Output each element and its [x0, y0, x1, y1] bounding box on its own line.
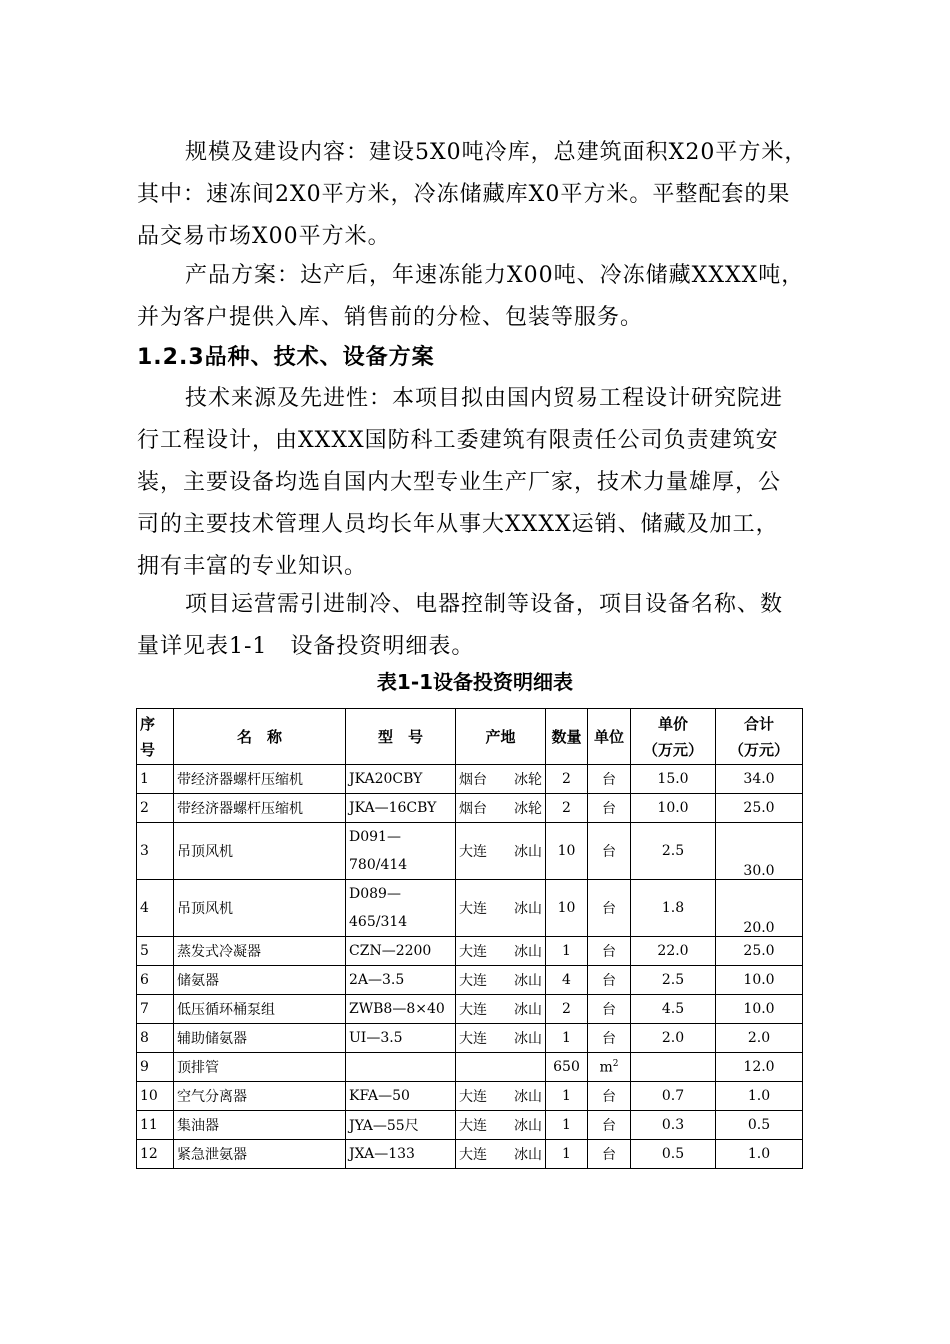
text-line: 司的主要技术管理人员均长年从事大XXXX运销、储藏及加工，: [137, 512, 779, 537]
cell-origin: 大连 冰山: [456, 966, 546, 995]
table-row: [137, 995, 803, 1024]
cell-model: JYA—55尺: [346, 1111, 456, 1140]
cell-qty: 1: [546, 1082, 588, 1111]
cell-total: 12.0: [716, 1053, 803, 1082]
cell-qty: 1: [546, 937, 588, 966]
table-row: [137, 1082, 803, 1111]
cell-model: JXA—133: [346, 1140, 456, 1169]
cell-unit: 台: [588, 995, 631, 1024]
header-model: 型 号: [346, 709, 456, 765]
cell-unit: $m^2$: [588, 1053, 631, 1082]
header-unit: 单位: [588, 709, 631, 765]
cell-qty: 1: [546, 1111, 588, 1140]
header-price: 单价 （万元）: [631, 709, 716, 765]
cell-no: 2: [137, 794, 174, 823]
table-caption: 表1-1设备投资明细表: [376, 670, 574, 694]
cell-unit: 台: [588, 966, 631, 995]
cell-origin: 大连 冰山: [456, 995, 546, 1024]
cell-qty: 4: [546, 966, 588, 995]
table-row: [137, 1024, 803, 1053]
cell-qty: 650: [546, 1053, 588, 1082]
table-row: [137, 880, 803, 937]
cell-qty: 10: [546, 880, 588, 937]
paragraph-tech: [137, 378, 817, 588]
cell-name: 储氨器: [174, 966, 346, 995]
text-line: 拥有丰富的专业知识。: [137, 554, 368, 579]
cell-name: 集油器: [174, 1111, 346, 1140]
text-line: 并为客户提供入库、销售前的分检、包装等服务。: [137, 305, 644, 330]
cell-total: 25.0: [716, 794, 803, 823]
cell-no: 6: [137, 966, 174, 995]
cell-no: 7: [137, 995, 174, 1024]
cell-model: JKA20CBY: [346, 765, 456, 794]
cell-no: 9: [137, 1053, 174, 1082]
cell-unit: 台: [588, 823, 631, 880]
cell-model: CZN—2200: [346, 937, 456, 966]
text-line: 品交易市场X00平方米。: [137, 224, 391, 249]
cell-model: UI—3.5: [346, 1024, 456, 1053]
cell-price: 2.5: [631, 966, 716, 995]
text-line: 项目运营需引进制冷、电器控制等设备，项目设备名称、数: [185, 592, 784, 617]
text-line: 其中：速冻间2X0平方米，冷冻储藏库X0平方米。平整配套的果: [137, 182, 791, 207]
cell-origin: 大连 冰山: [456, 880, 546, 937]
cell-price: 1.8: [631, 880, 716, 937]
table-body: [137, 765, 803, 1169]
cell-model: 2A—3.5: [346, 966, 456, 995]
cell-qty: 1: [546, 1140, 588, 1169]
header-no: 序 号: [137, 709, 174, 765]
header-origin: 产地: [456, 709, 546, 765]
cell-no: 5: [137, 937, 174, 966]
cell-name: 低压循环桶泵组: [174, 995, 346, 1024]
cell-model: ZWB8—8×40: [346, 995, 456, 1024]
cell-origin: [456, 1053, 546, 1082]
cell-price: 2.0: [631, 1024, 716, 1053]
header-qty: 数量: [546, 709, 588, 765]
cell-model: [346, 1053, 456, 1082]
cell-total: 20.0: [716, 880, 803, 937]
cell-name: 紧急泄氨器: [174, 1140, 346, 1169]
table-row: [137, 937, 803, 966]
cell-name: 吊顶风机: [174, 880, 346, 937]
cell-model: D089— 465/314: [346, 880, 456, 937]
cell-no: 8: [137, 1024, 174, 1053]
cell-unit: 台: [588, 880, 631, 937]
cell-price: 22.0: [631, 937, 716, 966]
cell-total: 1.0: [716, 1082, 803, 1111]
text-line: 量详见表1-1 设备投资明细表。: [137, 634, 475, 659]
cell-model: KFA—50: [346, 1082, 456, 1111]
cell-price: 0.5: [631, 1140, 716, 1169]
paragraph-scale: [137, 132, 817, 258]
cell-total: 0.5: [716, 1111, 803, 1140]
cell-origin: 大连 冰山: [456, 937, 546, 966]
cell-total: 2.0: [716, 1024, 803, 1053]
cell-name: 吊顶风机: [174, 823, 346, 880]
text-line: 产品方案：达产后，年速冻能力X00吨、冷冻储藏XXXX吨，: [185, 263, 805, 288]
cell-name: 空气分离器: [174, 1082, 346, 1111]
cell-name: 带经济器螺杆压缩机: [174, 765, 346, 794]
table-row: [137, 765, 803, 794]
cell-qty: 10: [546, 823, 588, 880]
cell-unit: 台: [588, 765, 631, 794]
cell-total: 25.0: [716, 937, 803, 966]
table-row: [137, 966, 803, 995]
table-row: [137, 794, 803, 823]
text-line: 行工程设计，由XXXX国防科工委建筑有限责任公司负责建筑安: [137, 428, 779, 453]
cell-model: JKA—16CBY: [346, 794, 456, 823]
cell-price: 0.7: [631, 1082, 716, 1111]
cell-price: 2.5: [631, 823, 716, 880]
cell-origin: 大连 冰山: [456, 1140, 546, 1169]
cell-price: 0.3: [631, 1111, 716, 1140]
cell-price: [631, 1053, 716, 1082]
text-line: 技术来源及先进性：本项目拟由国内贸易工程设计研究院进: [185, 386, 784, 411]
cell-qty: 1: [546, 1024, 588, 1053]
table-row: [137, 823, 803, 880]
cell-unit: 台: [588, 794, 631, 823]
cell-name: 蒸发式冷凝器: [174, 937, 346, 966]
cell-origin: 大连 冰山: [456, 823, 546, 880]
cell-price: 10.0: [631, 794, 716, 823]
cell-origin: 大连 冰山: [456, 1024, 546, 1053]
cell-no: 1: [137, 765, 174, 794]
paragraph-equipment: [137, 584, 817, 668]
cell-price: 4.5: [631, 995, 716, 1024]
cell-qty: 2: [546, 765, 588, 794]
cell-unit: 台: [588, 1111, 631, 1140]
equipment-investment-table: [136, 708, 803, 1169]
cell-qty: 2: [546, 995, 588, 1024]
cell-name: 辅助储氨器: [174, 1024, 346, 1053]
cell-origin: 大连 冰山: [456, 1082, 546, 1111]
cell-no: 10: [137, 1082, 174, 1111]
cell-total: 1.0: [716, 1140, 803, 1169]
table-row: [137, 1111, 803, 1140]
cell-no: 11: [137, 1111, 174, 1140]
cell-model: D091— 780/414: [346, 823, 456, 880]
cell-no: 12: [137, 1140, 174, 1169]
cell-total: 34.0: [716, 765, 803, 794]
cell-unit: 台: [588, 937, 631, 966]
cell-qty: 2: [546, 794, 588, 823]
cell-no: 4: [137, 880, 174, 937]
cell-origin: 烟台 冰轮: [456, 794, 546, 823]
cell-unit: 台: [588, 1082, 631, 1111]
cell-total: 10.0: [716, 995, 803, 1024]
text-line: 规模及建设内容：建设5X0吨冷库，总建筑面积X20平方米，: [185, 140, 808, 165]
cell-name: 顶排管: [174, 1053, 346, 1082]
header-total: 合计 （万元）: [716, 709, 803, 765]
cell-name: 带经济器螺杆压缩机: [174, 794, 346, 823]
cell-origin: 大连 冰山: [456, 1111, 546, 1140]
text-line: 装，主要设备均选自国内大型专业生产厂家，技术力量雄厚，公: [137, 470, 782, 495]
table-row: [137, 1053, 803, 1082]
header-name: 名 称: [174, 709, 346, 765]
cell-origin: 烟台 冰轮: [456, 765, 546, 794]
paragraph-product: [137, 255, 817, 339]
cell-total: 10.0: [716, 966, 803, 995]
section-heading: 1.2.3品种、技术、设备方案: [137, 345, 435, 370]
table-row: [137, 1140, 803, 1169]
table-header-row: [137, 709, 803, 765]
cell-total: 30.0: [716, 823, 803, 880]
cell-unit: 台: [588, 1024, 631, 1053]
cell-no: 3: [137, 823, 174, 880]
cell-price: 15.0: [631, 765, 716, 794]
cell-unit: 台: [588, 1140, 631, 1169]
